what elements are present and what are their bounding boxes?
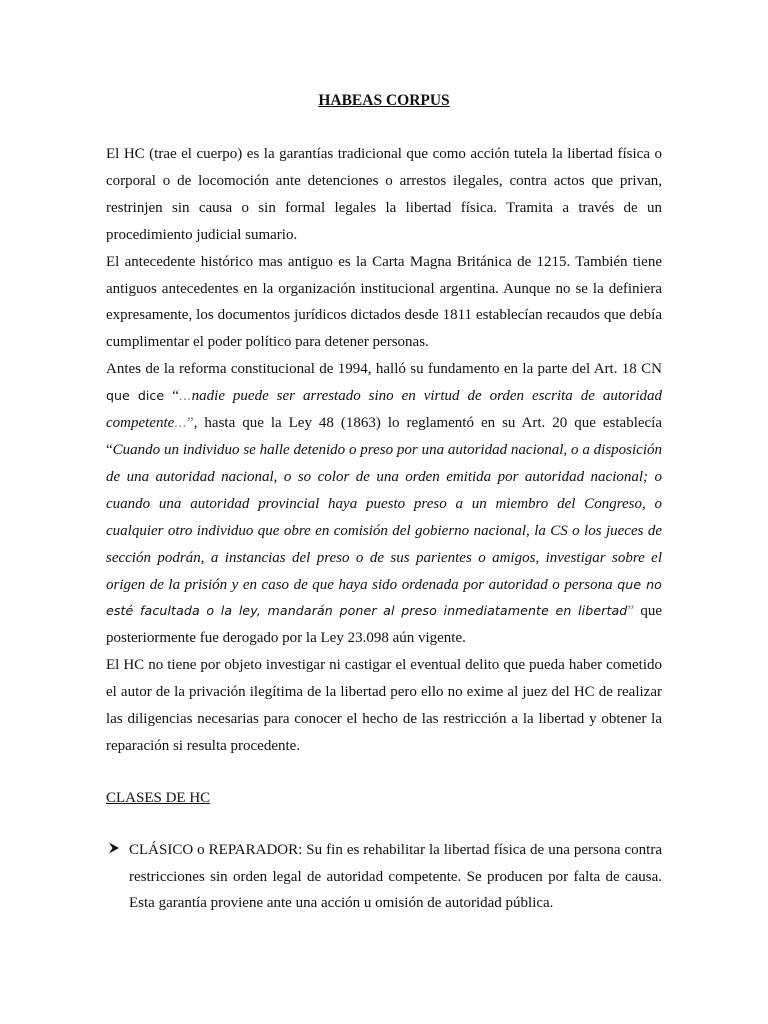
ley48-art20-quote-tail: que no esté facultada o la ley, mandarán poner al preso inmediatamente en libertad bbox=[106, 576, 662, 619]
paragraph-definition: El HC (trae el cuerpo) es la garantías tradicional que como acción tutela la libertad física o corporal o de locomoción ante detenciones o arrestos ilegales, contra actos que privan, restrinjen sin causa o sin formal legales la libertad física. Tramita a través de un procedimiento judicial sumario. bbox=[106, 146, 662, 243]
open-quote: “ bbox=[172, 388, 179, 405]
list-item bbox=[106, 837, 662, 917]
bullet-list bbox=[106, 837, 662, 917]
close-quote-2: ” bbox=[627, 603, 635, 620]
legal-basis-intro: Antes de la reforma constitucional de 1994, halló su fundamento en la parte del Art. 18 CN bbox=[106, 361, 662, 378]
que-dice-text: que dice bbox=[106, 388, 173, 404]
art18-quote: nadie puede ser arrestado sino en virtud de orden escrita de autoridad competente bbox=[106, 388, 662, 432]
section-heading: CLASES DE HC bbox=[106, 790, 211, 806]
bullet-text: CLÁSICO o REPARADOR: Su fin es rehabilitar la libertad física de una persona contra restricciones sin orden legal de autoridad competente. Se producen por falta de causa. Esta garantía proviene ante una acción u omisión de autoridad pública. bbox=[129, 842, 662, 912]
paragraph-legal-basis bbox=[106, 356, 662, 652]
arrowhead-bullet-icon bbox=[108, 842, 120, 854]
quote-ellipsis-open: … bbox=[178, 388, 192, 404]
paragraph-scope: El HC no tiene por objeto investigar ni castigar el eventual delito que pueda haber cometido el autor de la privación ilegítima de la libertad pero ello no exime al juez del HC de realizar las diligencias necesarias para conocer el hecho de las restricción a la libertad y obtener la reparación si resulta procedente. bbox=[106, 657, 662, 754]
document-title: HABEAS CORPUS bbox=[318, 92, 450, 109]
document-body bbox=[106, 141, 662, 760]
paragraph-history: El antecedente histórico mas antiguo es la Carta Magna Británica de 1215. También tiene antiguos antecedentes en la organización institucional argentina. Aunque no se la definiera expresamente, los documentos jurídicos dictados desde 1811 establecían recaudos que debía cumplimentar el poder político para detener personas. bbox=[106, 253, 662, 351]
quote-ellipsis-close: … bbox=[174, 415, 188, 431]
ley48-text: , hasta que la Ley 48 (1863) lo reglamentó en su Art. 20 que establecía “ bbox=[106, 415, 662, 458]
derogation-text: que posteriormente fue derogado por la Ley 23.098 aún vigente. bbox=[106, 603, 662, 647]
ley48-art20-quote: Cuando un individuo se halle detenido o preso por una autoridad nacional, o a disposición de una autoridad nacional, o so color de una orden emitida por autoridad nacional; o cuando una autoridad provincial haya puesto preso a un miembro del Congreso, o cualquier otro individuo que obre en comisión del gobierno nacional, la CS o los jueces de sección podrán, a instancias del preso o de sus parientes o amigos, investigar sobre el origen de la prisión y en caso de que haya sido ordenada por autoridad o persona bbox=[106, 441, 662, 593]
close-quote: ” bbox=[187, 415, 194, 432]
